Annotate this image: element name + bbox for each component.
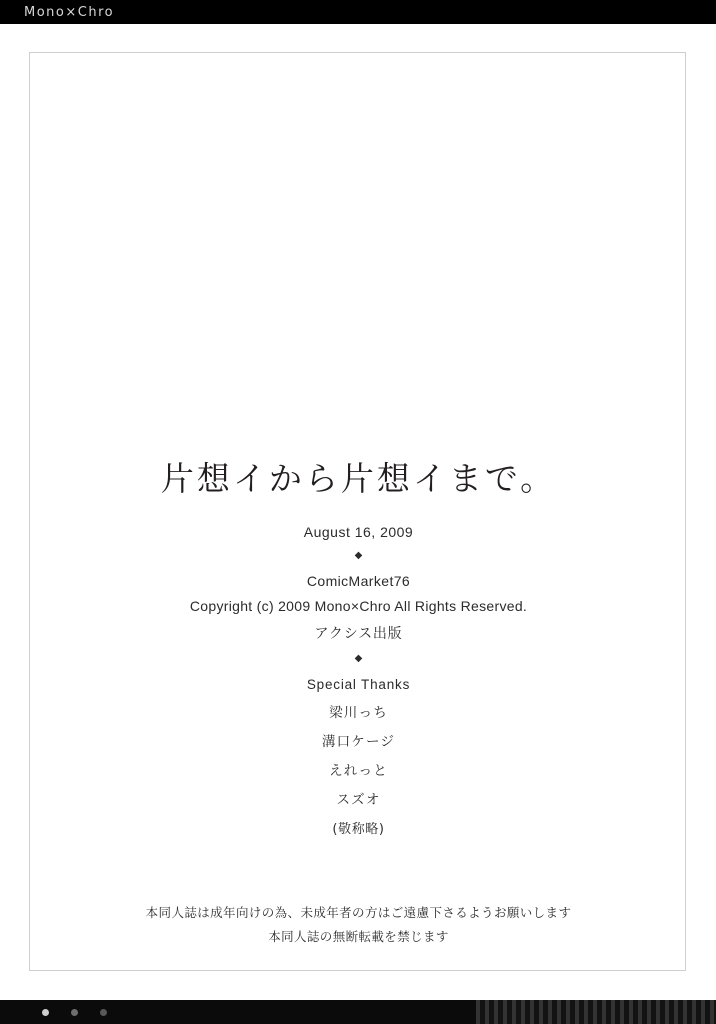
page-dot-active[interactable] [42,1009,49,1016]
page-dot[interactable] [71,1009,78,1016]
thanks-credit: 溝口ケージ [321,734,396,750]
age-restriction-notice: 本同人誌は成年向けの為、未成年者の方はご遠慮下さるようお願いします [145,905,572,920]
special-thanks-heading: Special Thanks [306,677,411,692]
page-indicator[interactable] [0,1009,107,1016]
thanks-credit: 梁川っち [329,705,388,721]
page-frame-border [29,52,686,971]
copyright-notice: Copyright (c) 2009 Mono×Chro All Rights Reserved. [189,598,528,614]
striped-decoration [476,1000,716,1024]
page-title: 片想イから片想イまで。 [160,459,557,498]
window-title-bar [0,0,716,24]
diamond-divider-icon: ◆ [354,550,363,561]
legal-notice-block [146,901,572,949]
publisher-name: アクシス出版 [314,626,403,642]
honorific-omitted-note: (敬称略) [332,822,385,837]
thanks-credit: えれっと [329,763,388,779]
reproduction-notice: 本同人誌の無断転載を禁じます [268,928,449,944]
thanks-credit: スズオ [336,792,381,808]
viewer-bottom-bar [0,1000,716,1024]
window-title: Mono×Chro [24,4,115,20]
diamond-divider-icon-2: ◆ [354,653,363,664]
publication-date: August 16, 2009 [303,524,414,540]
colophon-block [30,53,687,972]
page-dot[interactable] [100,1009,107,1016]
event-name: ComicMarket76 [306,573,411,589]
document-page [0,24,716,1000]
